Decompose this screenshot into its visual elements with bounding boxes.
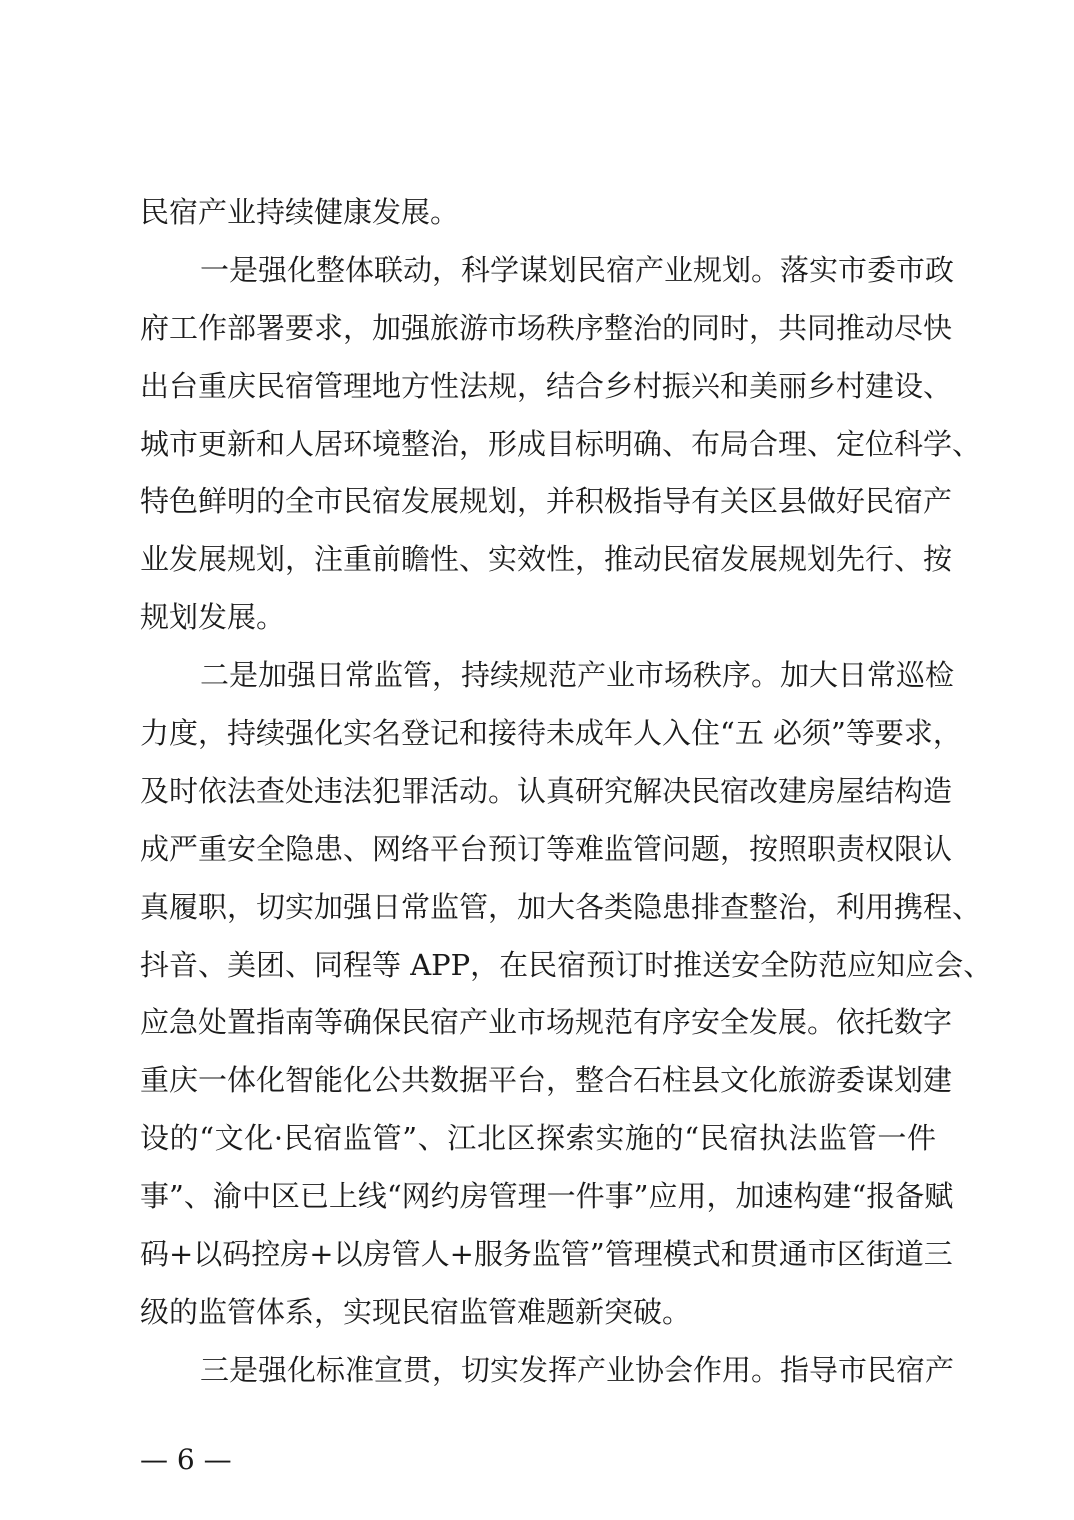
text-line: 应急处置指南等确保民宿产业市场规范有序安全发展。依托数字 — [140, 1005, 953, 1039]
text-line: 特色鲜明的全市民宿发展规划，并积极指导有关区县做好民宿产 — [140, 484, 953, 518]
text-line: 业发展规划，注重前瞻性、实效性，推动民宿发展规划先行、按 — [140, 542, 953, 576]
text-line: 抖音、美团、同程等 APP，在民宿预订时推送安全防范应知应会、 — [140, 948, 993, 982]
text-line: 城市更新和人居环境整治，形成目标明确、布局合理、定位科学、 — [140, 427, 982, 461]
text-line: 码+以码控房+以房管人+服务监管”管理模式和贯通市区街道三 — [140, 1237, 953, 1271]
text-line: 三是强化标准宣贯，切实发挥产业协会作用。指导市民宿产 — [200, 1353, 955, 1387]
text-line: 成严重安全隐患、网络平台预订等难监管问题，按照职责权限认 — [140, 832, 953, 866]
text-line: 及时依法查处违法犯罪活动。认真研究解决民宿改建房屋结构造 — [140, 774, 953, 808]
text-line: 设的“文化·民宿监管”、江北区探索实施的“民宿执法监管一件 — [140, 1121, 936, 1155]
text-line: 府工作部署要求，加强旅游市场秩序整治的同时，共同推动尽快 — [140, 311, 953, 345]
text-line: 规划发展。 — [140, 600, 286, 634]
page-number: — 6 — — [140, 1443, 232, 1476]
text-line: 二是加强日常监管，持续规范产业市场秩序。加大日常巡检 — [200, 658, 955, 692]
text-line: 出台重庆民宿管理地方性法规，结合乡村振兴和美丽乡村建设、 — [140, 369, 953, 403]
text-line: 民宿产业持续健康发展。 — [140, 195, 460, 229]
text-line: 力度，持续强化实名登记和接待未成年人入住“五 必须”等要求， — [140, 716, 962, 750]
text-line: 重庆一体化智能化公共数据平台，整合石柱县文化旅游委谋划建 — [140, 1063, 953, 1097]
text-line: 级的监管体系，实现民宿监管难题新突破。 — [140, 1295, 692, 1329]
text-line: 真履职，切实加强日常监管，加大各类隐患排查整治，利用携程、 — [140, 890, 982, 924]
text-line: 事”、渝中区已上线“网约房管理一件事”应用，加速构建“报备赋 — [140, 1179, 954, 1213]
text-line: 一是强化整体联动，科学谋划民宿产业规划。落实市委市政 — [200, 253, 955, 287]
